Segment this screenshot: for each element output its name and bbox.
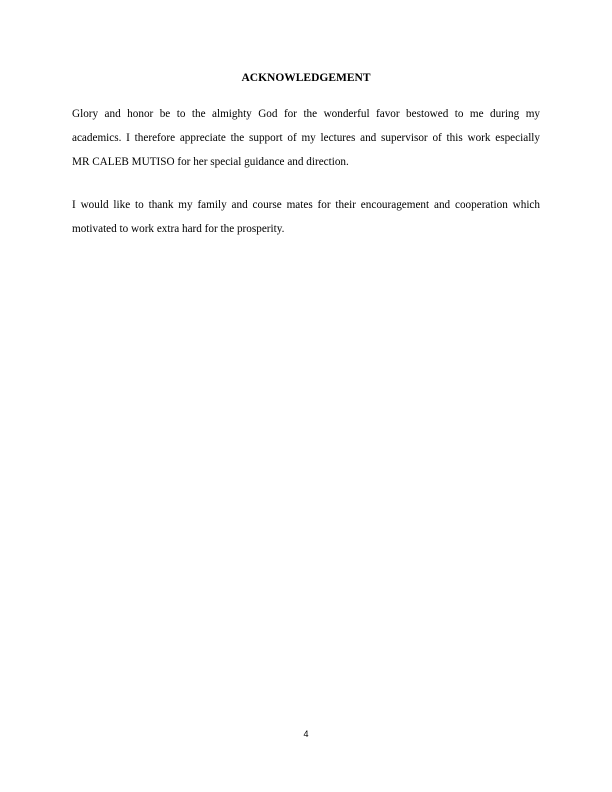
paragraph-line: motivated to work extra hard for the prosperity. [72,223,285,235]
paragraph-line: MR CALEB MUTISO for her special guidance and direction. [72,156,349,168]
paragraph-gratitude [72,102,540,174]
page-heading: ACKNOWLEDGEMENT [241,72,371,84]
paragraph-line: I would like to thank my family and course mates for their encouragement and cooperation which [72,199,540,211]
paragraph-line: academics. I therefore appreciate the support of my lectures and supervisor of this work especially [72,132,540,144]
page-number: 4 [303,729,309,739]
paragraph-line: Glory and honor be to the almighty God for the wonderful favor bestowed to me during my [72,108,540,120]
paragraph-family [72,193,540,241]
